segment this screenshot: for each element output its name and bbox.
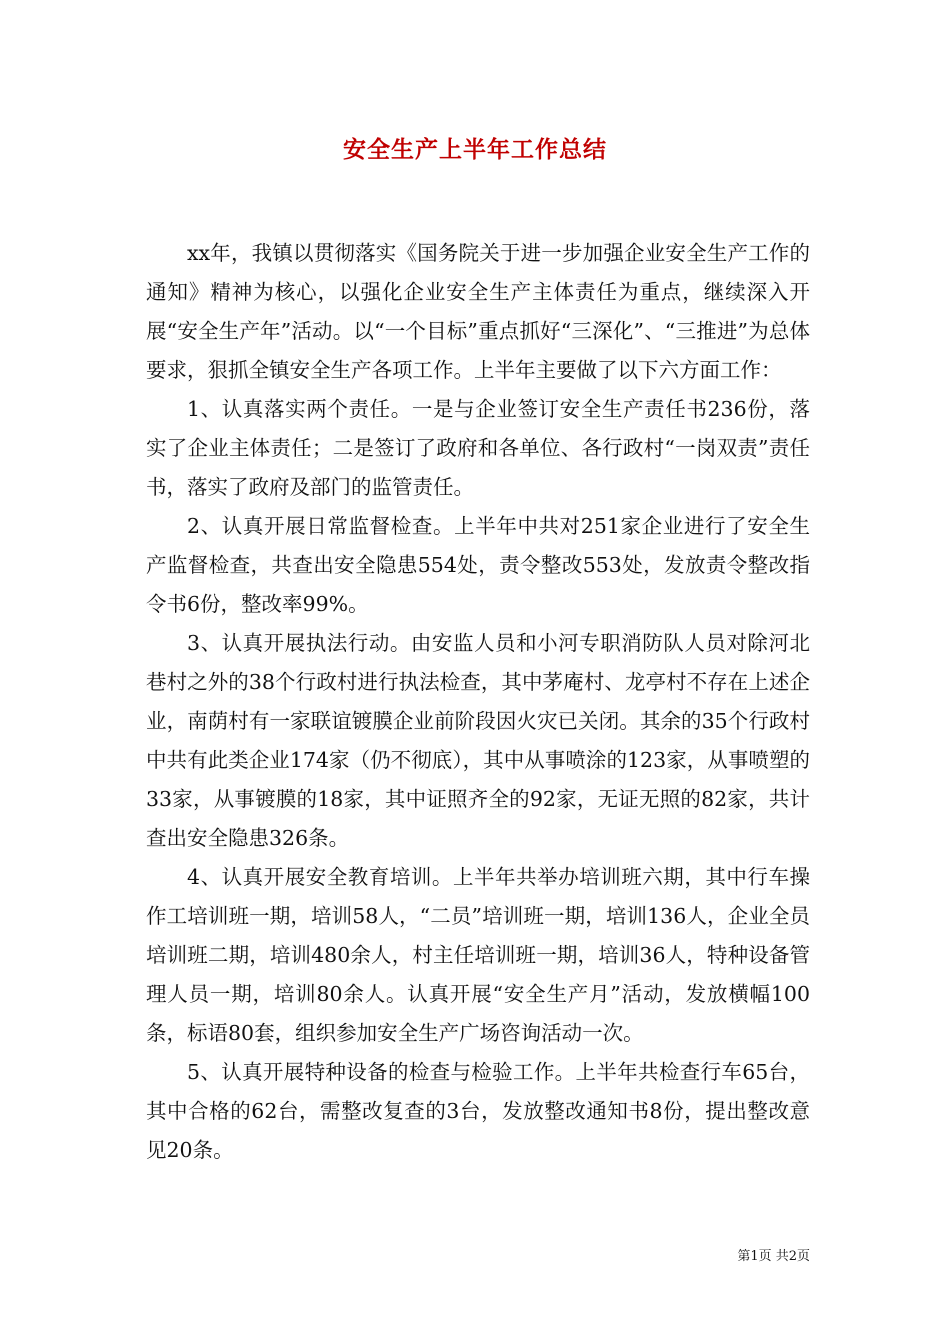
document-body — [146, 234, 810, 1170]
page-number: 第1页 共2页 — [737, 1249, 810, 1264]
paragraph-item-4: 4、认真开展安全教育培训。上半年共举办培训班六期，其中行车操作工培训班一期，培训58人，“二员”培训班一期，培训136人，企业全员培训班二期，培训480余人，村主任培训班一期，培训36人，特种设备管理人员一期，培训80余人。认真开展“安全生产月”活动，发放横幅100条，标语80套，组织参加安全生产广场咨询活动一次。 — [146, 865, 810, 1045]
paragraph-item-3: 3、认真开展执法行动。由安监人员和小河专职消防队人员对除河北巷村之外的38个行政村进行执法检查，其中茅庵村、龙亭村不存在上述企业，南荫村有一家联谊镀膜企业前阶段因火灾已关闭。其余的35个行政村中共有此类企业174家（仍不彻底），其中从事喷涂的123家，从事喷塑的33家，从事镀膜的18家，其中证照齐全的92家，无证无照的82家，共计查出安全隐患326条。 — [146, 631, 810, 850]
document-title: 安全生产上半年工作总结 — [343, 137, 607, 163]
paragraph-intro: xx年，我镇以贯彻落实《国务院关于进一步加强企业安全生产工作的通知》精神为核心，以强化企业安全生产主体责任为重点，继续深入开展“安全生产年”活动。以“一个目标”重点抓好“三深化”、“三推进”为总体要求，狠抓全镇安全生产各项工作。上半年主要做了以下六方面工作： — [146, 241, 810, 382]
paragraph-item-5: 5、认真开展特种设备的检查与检验工作。上半年共检查行车65台，其中合格的62台，需整改复查的3台，发放整改通知书8份，提出整改意见20条。 — [146, 1060, 810, 1162]
paragraph-item-1: 1、认真落实两个责任。一是与企业签订安全生产责任书236份，落实了企业主体责任；二是签订了政府和各单位、各行政村“一岗双责”责任书，落实了政府及部门的监管责任。 — [146, 397, 810, 499]
paragraph-item-2: 2、认真开展日常监督检查。上半年中共对251家企业进行了安全生产监督检查，共查出安全隐患554处，责令整改553处，发放责令整改指令书6份，整改率99%。 — [146, 514, 810, 616]
